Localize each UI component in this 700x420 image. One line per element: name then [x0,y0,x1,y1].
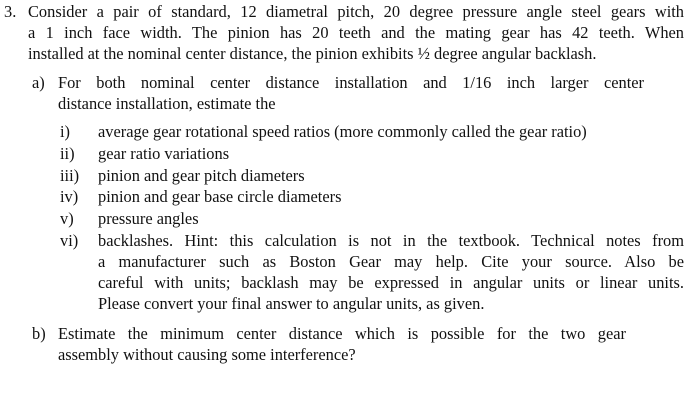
item-text-ii: gear ratio variations [98,144,230,163]
item-number-v: v) [60,209,74,228]
intro-line-3: installed at the nominal center distance, the pinion exhibits ½ degree angular backlash. [28,44,597,63]
item-text-i: average gear rotational speed ratios (more commonly called the gear ratio) [98,122,587,141]
item-text-iv: pinion and gear base circle diameters [98,187,342,206]
item-number-iv: iv) [60,187,79,206]
intro-line-2: a 1 inch face width. The pinion has 20 teeth and the mating gear has 42 teeth. When [28,23,684,42]
part-a-label: a) [32,73,45,92]
item-text-v: pressure angles [98,209,199,228]
item-text-iii: pinion and gear pitch diameters [98,166,305,185]
part-a-line-1: For both nominal center distance installation and 1/16 inch larger center [58,73,644,92]
intro-line-1: Consider a pair of standard, 12 diametral pitch, 20 degree pressure angle steel gears with [28,2,684,21]
item-number-ii: ii) [60,144,75,163]
item-number-vi: vi) [60,231,79,250]
item-text-vi-line-1: backlashes. Hint: this calculation is not in the textbook. Technical notes from [98,231,684,250]
part-a-line-2: distance installation, estimate the [58,94,276,113]
part-b-line-2: assembly without causing some interference? [58,345,356,364]
item-text-vi-line-4: Please convert your final answer to angular units, as given. [98,294,485,313]
part-b-label: b) [32,324,46,343]
item-text-vi-line-3: careful with units; backlash may be expressed in angular units or linear units. [98,273,684,292]
problem-number: 3. [4,2,17,21]
part-b-line-1: Estimate the minimum center distance which is possible for the two gear [58,324,626,343]
item-number-iii: iii) [60,166,80,185]
item-number-i: i) [60,122,71,141]
item-text-vi-line-2: a manufacturer such as Boston Gear may help. Cite your source. Also be [98,252,684,271]
